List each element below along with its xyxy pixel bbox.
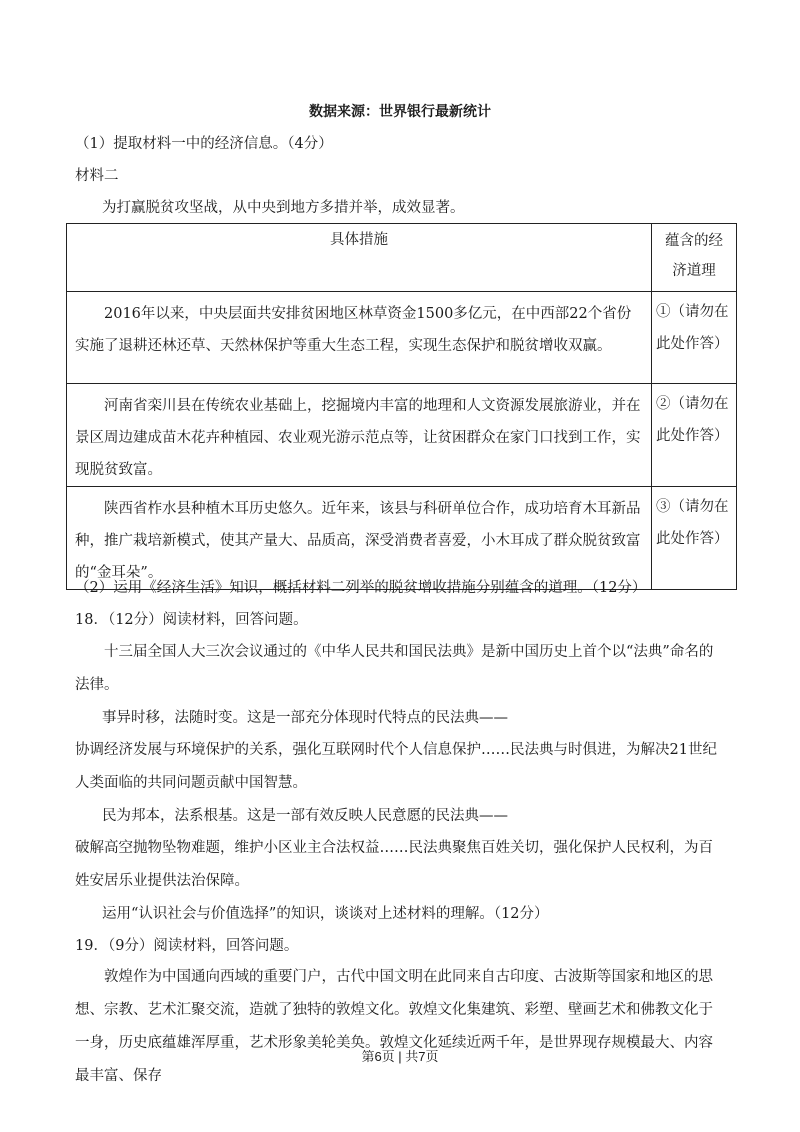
table-header-principle xyxy=(652,224,737,292)
table-header-measures: 具体措施 xyxy=(67,224,652,292)
question-19-title: 19．（9分）阅读材料，回答问题。 xyxy=(75,938,299,954)
q19-paragraph-1: 敦煌作为中国通向西域的重要门户，古代中国文明在此同来自古印度、古波斯等国家和地区的思想、宗教、艺术汇聚交流，造就了独特的敦煌文化。敦煌文化集建筑、彩塑、壁画艺术和佛教文化于一身，历史底蕴雄浑厚重，艺术形象美轮美奂。敦煌文化延续近两千年，是世界现存规模最大、内容最丰富、保存 xyxy=(75,969,713,1084)
q18-paragraph-3-lead: 民为邦本，法系根基。这是一部有效反映人民意愿的民法典—— xyxy=(102,808,508,824)
measure-cell: 2016年以来，中央层面共安排贫困地区林草资金1500多亿元，在中西部22个省份实施了退耕还林还草、天然林保护等重大生态工程，实现生态保护和脱贫增收双赢。 xyxy=(67,292,652,384)
q18-paragraph-1: 十三届全国人大三次会议通过的《中华人民共和国民法典》是新中国历史上首个以“法典”命名的法律。 xyxy=(75,644,714,693)
q18-paragraph-2-body: 协调经济发展与环境保护的关系，强化互联网时代个人信息保护……民法典与时俱进，为解决21世纪人类面临的共同问题贡献中国智慧。 xyxy=(75,742,717,791)
table-row xyxy=(67,384,737,487)
measure-cell: 河南省栾川县在传统农业基础上，挖掘境内丰富的地理和人文资源发展旅游业，并在景区周边建成苗木花卉种植园、农业观光游示范点等，让贫困群众在家门口找到工作，实现脱贫致富。 xyxy=(67,384,652,487)
data-source-caption: 数据来源：世界银行最新统计 xyxy=(309,104,491,120)
answer-cell: ③（请勿在此处作答） xyxy=(652,487,737,590)
header-principle-line-1: 蕴含的经 xyxy=(665,233,723,249)
q18-task: 运用“认识社会与价值选择”的知识，谈谈对上述材料的理解。（12分） xyxy=(102,906,549,922)
answer-cell: ②（请勿在此处作答） xyxy=(652,384,737,487)
header-principle-line-2: 济道理 xyxy=(672,263,716,279)
measure-cell: 陕西省柞水县种植木耳历史悠久。近年来，该县与科研单位合作，成功培育木耳新品种，推广栽培新模式，使其产量大、品质高，深受消费者喜爱，小木耳成了群众脱贫致富的“金耳朵”。 xyxy=(67,487,652,590)
question-18-title: 18．（12分）阅读材料，回答问题。 xyxy=(75,612,308,628)
answer-cell: ①（请勿在此处作答） xyxy=(652,292,737,384)
question-1-1: （1）提取材料一中的经济信息。（4分） xyxy=(75,136,333,152)
q18-paragraph-3-body: 破解高空抛物坠物难题，维护小区业主合法权益……民法典聚焦百姓关切，强化保护人民权利，为百姓安居乐业提供法治保障。 xyxy=(75,840,713,889)
table-row xyxy=(67,487,737,590)
material-2-intro: 为打赢脱贫攻坚战，从中央到地方多措并举，成效显著。 xyxy=(102,200,465,216)
measures-table xyxy=(66,223,737,590)
material-2-title: 材料二 xyxy=(75,168,119,184)
page-footer: 第6页 | 共7页 xyxy=(361,1049,439,1064)
table-row xyxy=(67,292,737,384)
question-1-2: （2）运用《经济生活》知识，概括材料二列举的脱贫增收措施分别蕴含的道理。（12分） xyxy=(75,580,647,596)
q18-paragraph-2-lead: 事异时移，法随时变。这是一部充分体现时代特点的民法典—— xyxy=(102,710,508,726)
